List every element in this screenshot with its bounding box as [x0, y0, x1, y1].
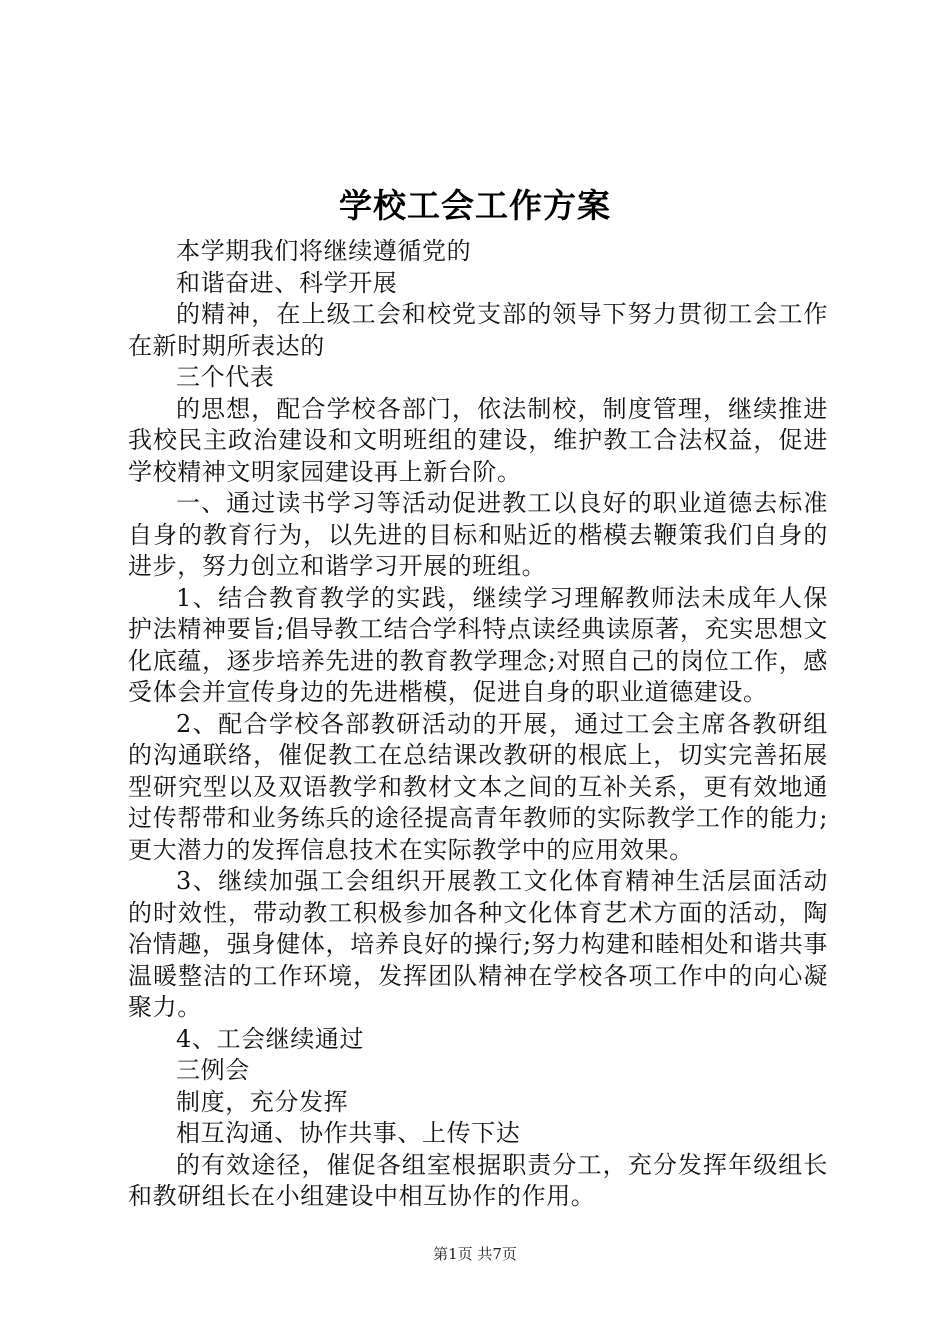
paragraph: 一、通过读书学习等活动促进教工以良好的职业道德去标准自身的教育行为，以先进的目标和贴近的楷模去鞭策我们自身的进步，努力创立和谐学习开展的班组。	[128, 489, 828, 580]
paragraph: 的有效途径，催促各组室根据职责分工，充分发挥年级组长和教研组长在小组建设中相互协作的作用。	[128, 1150, 828, 1210]
paragraph: 三个代表	[176, 363, 275, 391]
page-number: 第1页 共7页	[433, 1245, 517, 1263]
document-title: 学校工会工作方案	[339, 186, 611, 225]
paragraph: 的思想，配合学校各部门，依法制校，制度管理，继续推进我校民主政治建设和文明班组的建设，维护教工合法权益，促进学校精神文明家园建设再上新台阶。	[128, 394, 828, 486]
paragraph: 制度，充分发挥	[176, 1087, 349, 1116]
paragraph: 3、继续加强工会组织开展教工文化体育精神生活层面活动的时效性，带动教工积极参加各种文化体育艺术方面的活动，陶冶情趣，强身健体，培养良好的操行;努力构建和睦相处和谐共事温暖整洁的工作环境，发挥团队精神在学校各项工作中的向心凝聚力。	[128, 867, 828, 1021]
paragraph: 相互沟通、协作共事、上传下达	[176, 1119, 521, 1147]
paragraph: 2、配合学校各部教研活动的开展，通过工会主席各教研组的沟通联络，催促教工在总结课改教研的根底上，切实完善拓展型研究型以及双语教学和教材文本之间的互补关系，更有效地通过传帮带和业务练兵的途径提高青年教师的实际教学工作的能力;更大潜力的发挥信息技术在实际教学中的应用效果。	[128, 709, 828, 864]
document-body	[128, 236, 828, 1213]
paragraph: 本学期我们将继续遵循党的	[176, 237, 472, 265]
paragraph: 4、工会继续通过	[176, 1024, 365, 1053]
paragraph: 1、结合教育教学的实践，继续学习理解教师法未成年人保护法精神要旨;倡导教工结合学科特点读经典读原著，充实思想文化底蕴，逐步培养先进的教育教学理念;对照自己的岗位工作，感受体会并宣传身边的先进楷模，促进自身的职业道德建设。	[128, 583, 828, 706]
paragraph: 和谐奋进、科学开展	[176, 268, 398, 297]
paragraph: 三例会	[176, 1056, 250, 1084]
paragraph: 的精神，在上级工会和校党支部的领导下努力贯彻工会工作在新时期所表达的	[128, 300, 828, 360]
